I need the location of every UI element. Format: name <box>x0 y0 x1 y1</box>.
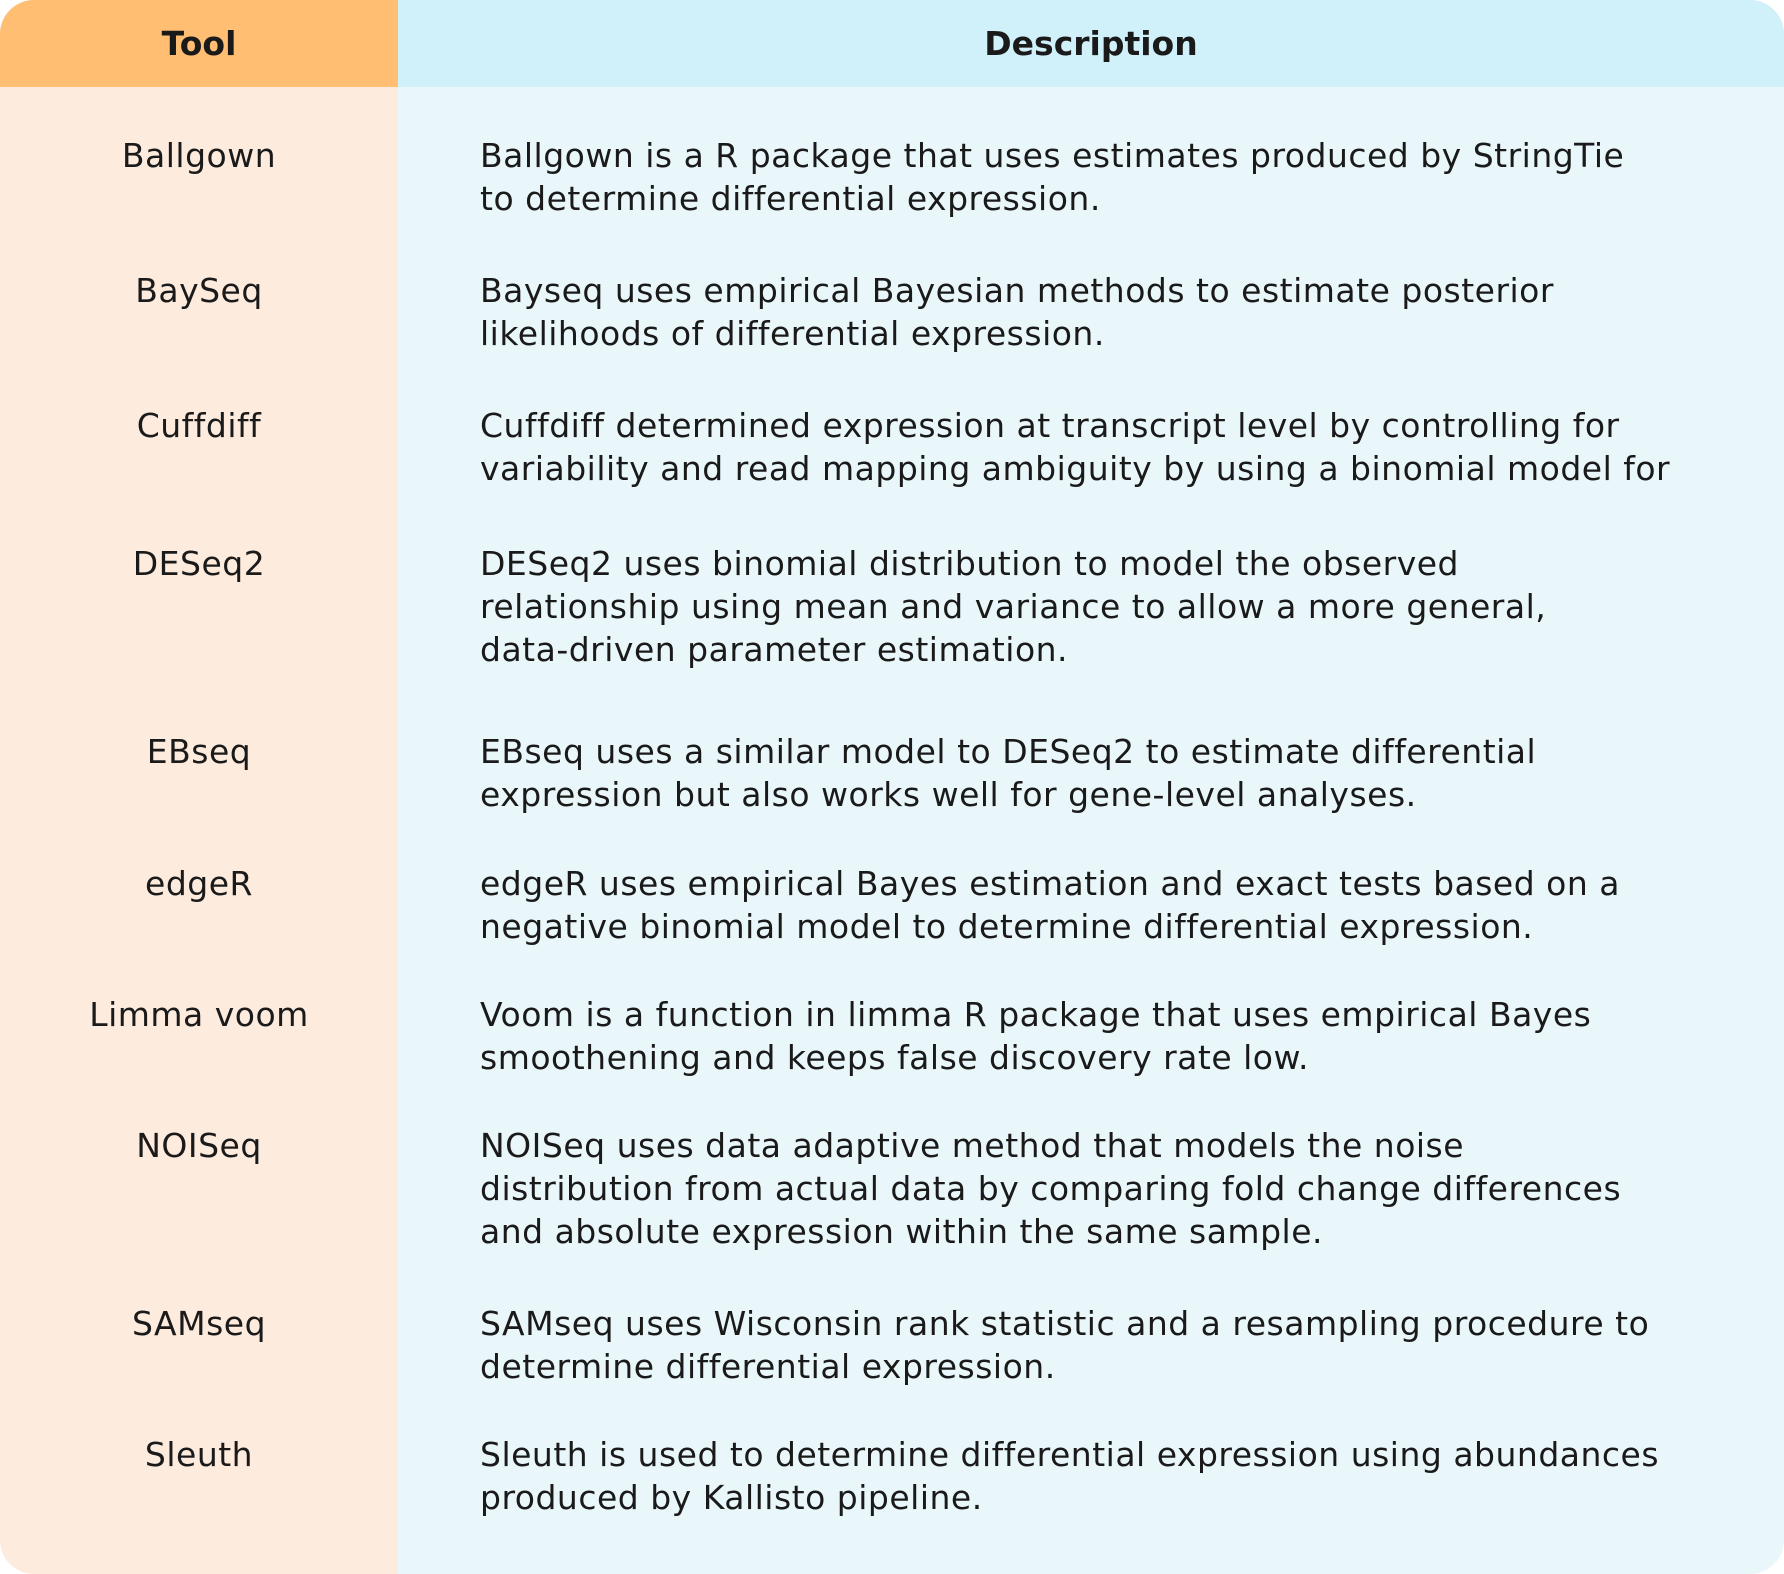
tool-description: Sleuth is used to determine differential expression using abundances produced by Kallisto pipeline. <box>480 1435 1660 1517</box>
tool-name: Cuffdiff <box>136 406 262 445</box>
tool-name: DESeq2 <box>132 544 266 583</box>
tool-name: SAMseq <box>131 1304 267 1343</box>
tool-name: Sleuth <box>144 1435 254 1474</box>
tool-description: NOISeq uses data adaptive method that models the noise distribution from actual data by comparing fold change differences and absolute expression within the same sample. <box>480 1126 1622 1251</box>
tool-description: Cuffdiff determined expression at transcript level by controlling for variability and read mapping ambiguity by using a binomial model for <box>480 406 1671 488</box>
tool-description: Bayseq uses empirical Bayesian methods to estimate posterior likelihoods of differential expression. <box>480 271 1554 353</box>
tool-description: Ballgown is a R package that uses estimates produced by StringTie to determine differential expression. <box>480 136 1625 218</box>
tool-name: EBseq <box>146 732 252 771</box>
tool-description: edgeR uses empirical Bayes estimation and exact tests based on a negative binomial model to determine differential expression. <box>480 864 1620 946</box>
tool-name: Limma voom <box>89 995 309 1034</box>
tool-description: EBseq uses a similar model to DESeq2 to estimate differential expression but also works well for gene-level analyses. <box>480 732 1537 814</box>
tool-description: SAMseq uses Wisconsin rank statistic and a resampling procedure to determine differential expression. <box>480 1304 1650 1386</box>
tool-description: DESeq2 uses binomial distribution to model the observed relationship using mean and variance to allow a more general, data-driven parameter estimation. <box>480 544 1547 669</box>
tool-name: edgeR <box>145 864 253 903</box>
header-description: Description <box>398 0 1784 87</box>
header-tool: Tool <box>0 0 398 87</box>
tool-name: NOISeq <box>136 1126 262 1165</box>
tool-name: Ballgown <box>121 136 277 175</box>
tool-description: Voom is a function in limma R package that uses empirical Bayes smoothening and keeps false discovery rate low. <box>480 995 1592 1077</box>
tool-name: BaySeq <box>135 271 263 310</box>
